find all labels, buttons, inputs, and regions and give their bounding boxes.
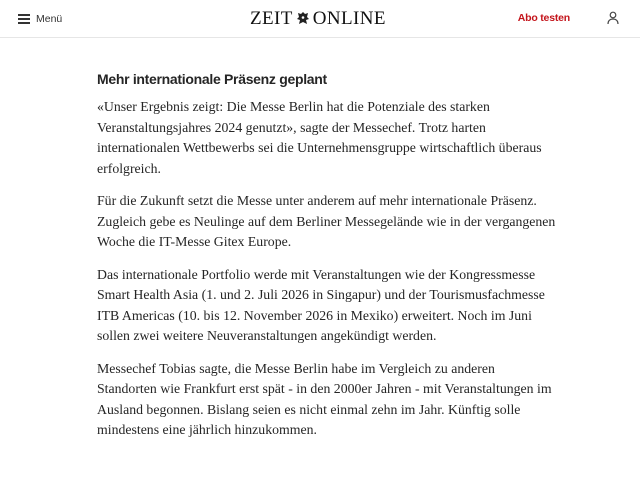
article-body — [97, 70, 557, 453]
logo-text-right: ONLINE — [312, 8, 386, 29]
abo-testen-link[interactable]: Abo testen — [517, 12, 570, 24]
article-paragraph: Für die Zukunft setzt die Messe unter anderem auf mehr internationale Präsenz. Zugleich gebe es Neulinge auf dem Berliner Messegelände wie in der vergangenen Woche die IT-Messe Gitex Europe. — [97, 193, 556, 249]
site-header — [0, 0, 640, 38]
article-subheading: Mehr internationale Präsenz geplant — [97, 71, 327, 87]
menu-label: Menü — [36, 13, 63, 25]
article-paragraph: Das internationale Portfolio werde mit Veranstaltungen wie der Kongressmesse Smart Health Asia (1. und 2. Juli 2026 in Singapur) und der Tourismusfachmesse ITB Americas (10. bis 12. November 2026 in Mexiko) erweitert. Noch im Juni sollen zwei weitere Neuveranstaltungen angekündigt werden. — [97, 266, 545, 343]
article-paragraph: «Unser Ergebnis zeigt: Die Messe Berlin hat die Potenziale des starken Veranstaltungsjahres 2024 genutzt», sagte der Messechef. Trotz harten internationalen Wettbewerbs sei die Unternehmensgruppe wirtschaftlich überaus erfolgreich. — [97, 99, 542, 176]
hamburger-icon — [18, 14, 30, 24]
eagle-crest-icon — [296, 11, 310, 27]
user-icon[interactable] — [607, 11, 619, 25]
site-logo[interactable] — [250, 8, 386, 30]
logo-text-left: ZEIT — [250, 8, 293, 29]
menu-button[interactable] — [18, 11, 62, 27]
article-paragraph: Messechef Tobias sagte, die Messe Berlin habe im Vergleich zu anderen Standorten wie Frankfurt erst spät - in den 2000er Jahren - mit Veranstaltungen im Ausland begonnen. Bislang seien es nicht einmal zehn im Jahr. Künftig solle mindestens eine jährlich hinzukommen. — [97, 360, 552, 437]
